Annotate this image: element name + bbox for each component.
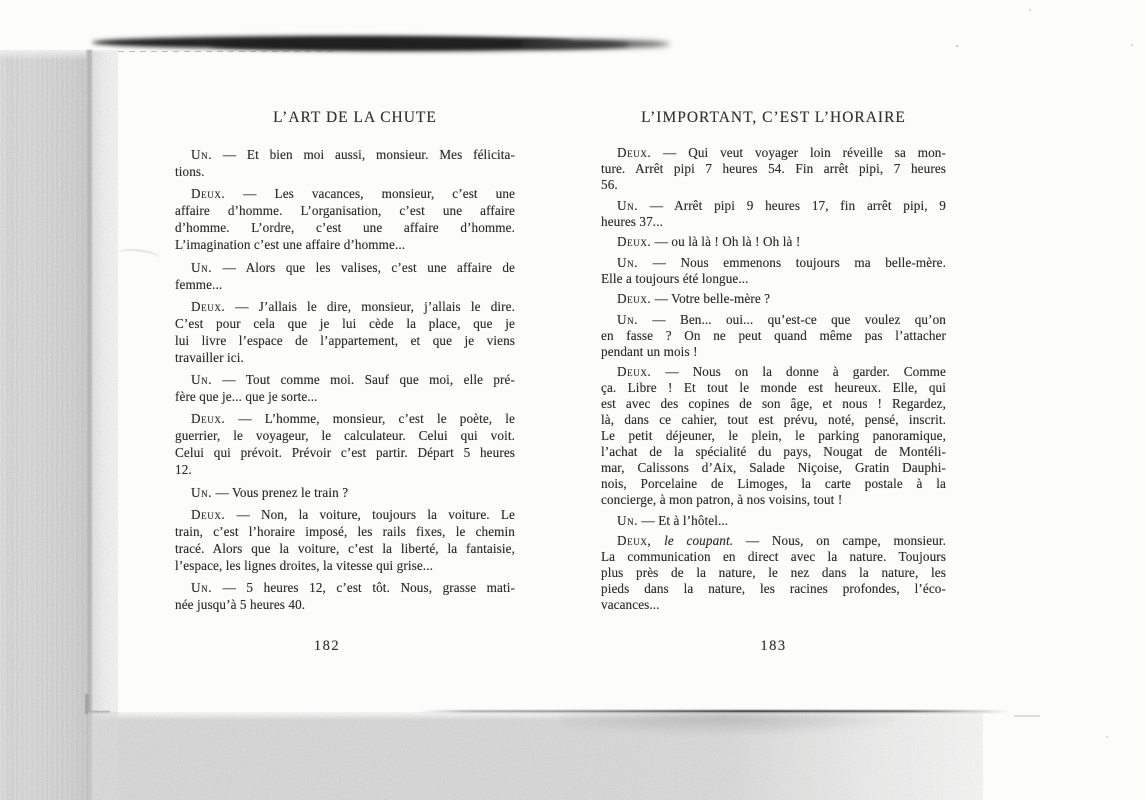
text-line: Un. — Tout comme moi. Sauf que moi, elle pré- [191, 372, 515, 388]
stage-direction: le coupant. [651, 533, 734, 548]
text-line: Deux. — L’homme, monsieur, c’est le poète, le [191, 411, 515, 427]
text-line: travailler ici. [175, 349, 244, 365]
text-line: femme... [175, 276, 223, 292]
speaker-name: Deux. [617, 234, 652, 249]
dust-speck [1029, 9, 1031, 11]
speaker-name: Un. [191, 580, 213, 596]
text-line: ture. Arrêt pipi 7 heures 54. Fin arrêt pipi, 7 heures [601, 161, 946, 176]
text-line: Deux. — ou là là ! Oh là ! Oh là ! [617, 234, 801, 249]
text-line: Le petit déjeuner, le plein, le parking panoramique, [601, 428, 946, 443]
text-line: Deux. — Qui veut voyager loin réveille sa mon- [617, 145, 946, 160]
text-line: mar, Calissons d’Aix, Salade Niçoise, Gratin Dauphi- [601, 460, 946, 475]
speaker-name: Deux. [191, 298, 226, 314]
scan-scratch-mark [117, 247, 160, 263]
text-line: affaire d’homme. L’organisation, c’est une affaire [175, 203, 515, 219]
page-corner-mark [88, 711, 110, 713]
text-line: tions. [175, 164, 205, 179]
dialogue-paragraph [601, 255, 946, 287]
text-line: L’imagination c’est une affaire d’homme... [175, 237, 406, 253]
page-title: L’IMPORTANT, C’EST L’HORAIRE [641, 109, 906, 126]
speaker-name: Un. [617, 254, 639, 270]
text-line: 12. [175, 462, 192, 478]
text-line: La communication en direct avec la nature. Toujours [601, 549, 946, 564]
dialogue-paragraph [175, 371, 515, 405]
text-line: Deux. — Non, la voiture, toujours la voiture. Le [191, 507, 515, 523]
speaker-name: Un. [191, 259, 213, 275]
speaker-name: Deux. [191, 507, 226, 523]
text-line: en fasse ? On ne peut quand même pas l’attacher [601, 327, 946, 343]
text-line: C’est pour cela que je lui cède la place, que je [175, 315, 515, 331]
scan-left-edge-line [86, 50, 93, 800]
text-line: Un. — 5 heures 12, c’est tôt. Nous, grasse mati- [191, 580, 515, 596]
text-line: Un. — Ben... oui... qu’est-ce que voulez qu’on [617, 311, 946, 327]
text-line: concierge, à mon patron, à nos voisins, tout ! [601, 492, 843, 507]
dialogue-paragraph [175, 484, 515, 501]
speaker-name: Deux, [617, 533, 652, 548]
text-line: Deux. — Les vacances, monsieur, c’est une [191, 186, 515, 202]
scan-left-edge-band [0, 50, 88, 800]
dialogue-paragraph [601, 145, 946, 193]
dust-speck [956, 45, 958, 47]
text-line: Un. — Arrêt pipi 9 heures 17, fin arrêt pipi, 9 [617, 197, 946, 213]
page-number: 182 [313, 638, 341, 654]
page-title: L’ART DE LA CHUTE [273, 109, 437, 126]
speaker-name: Deux. [617, 145, 652, 160]
dialogue-paragraph [601, 291, 946, 307]
text-line: d’homme. L’ordre, c’est une affaire d’homme. [175, 220, 515, 236]
page-body [601, 145, 946, 618]
dialogue-paragraph [175, 506, 515, 574]
text-line: Un. — Alors que les valises, c’est une affaire de [191, 259, 515, 275]
dialogue-paragraph [175, 410, 515, 478]
text-line: née jusqu’à 5 heures 40. [175, 597, 306, 613]
text-line: Deux. — Votre belle-mère ? [617, 291, 771, 306]
text-line: Un. — Et à l’hôtel... [617, 512, 729, 528]
text-line: là, dans ce cahier, tout est prévu, noté, pensé, inscrit. [601, 412, 946, 427]
text-line: plus près de la nature, le nez dans la nature, les [601, 565, 946, 580]
page-number: 183 [760, 638, 787, 654]
text-line: Un. — Nous emmenons toujours ma belle-mère. [617, 254, 946, 270]
speaker-name: Un. [617, 512, 639, 528]
speaker-name: Deux. [191, 186, 226, 202]
dialogue-paragraph [601, 198, 946, 230]
dialogue-paragraph [601, 364, 946, 508]
scan-left-edge-shadow [93, 52, 117, 800]
dialogue-paragraph [601, 234, 946, 250]
dust-speck [1014, 715, 1040, 717]
dust-speck [1106, 736, 1108, 738]
text-line: Un. — Vous prenez le train ? [191, 484, 349, 500]
text-line: train, c’est l’horaire imposé, les rails fixes, le chemin [175, 524, 515, 540]
speaker-name: Un. [617, 197, 639, 213]
text-line: nois, Porcelaine de Limoges, la carte postale à la [601, 476, 946, 491]
dialogue-paragraph [175, 146, 515, 180]
text-line: Un. — Et bien moi aussi, monsieur. Mes félicita- [191, 147, 515, 162]
text-line: 56. [601, 177, 618, 192]
speaker-name: Un. [191, 484, 213, 500]
page-body [175, 146, 515, 619]
text-line: fère que je... que je sorte... [175, 389, 318, 405]
text-line: tracé. Alors que la voiture, c’est la liberté, la fantaisie, [175, 541, 515, 557]
text-line: heures 37... [601, 213, 663, 229]
text-line: ça. Libre ! Et tout le monde est heureux. Elle, qui [601, 380, 946, 395]
dialogue-paragraph [601, 513, 946, 529]
text-line: est avec des copines de son âge, et nous ! Regardez, [601, 396, 946, 411]
page-corner-mark [85, 694, 89, 714]
dialogue-paragraph [175, 298, 515, 366]
book-page-right [601, 0, 946, 800]
text-line: Elle a toujours été longue... [601, 270, 749, 286]
text-line: l’espace, les lignes droites, la vitesse qui grise... [175, 558, 433, 574]
text-line: Deux. — Nous on la donne à garder. Comme [617, 364, 946, 379]
dialogue-paragraph [175, 259, 515, 293]
dialogue-paragraph [175, 579, 515, 613]
book-page-left [175, 0, 515, 800]
text-line: Deux, le coupant. — Nous, on campe, monsieur. [617, 533, 947, 548]
dialogue-paragraph [601, 533, 946, 613]
text-line: l’achat de la spécialité du pays, Nougat de Montéli- [601, 444, 946, 459]
speaker-name: Un. [617, 311, 639, 327]
dust-speck [1131, 44, 1133, 46]
text-line: pendant un mois ! [601, 343, 698, 359]
dialogue-paragraph [601, 312, 946, 360]
speaker-name: Un. [191, 372, 213, 388]
speaker-name: Deux. [617, 291, 652, 306]
text-line: guerrier, le voyageur, le calculateur. Celui qui voit. [175, 428, 515, 444]
text-line: Deux. — J’allais le dire, monsieur, j’allais le dire. [191, 298, 515, 314]
text-line: vacances... [601, 597, 660, 612]
speaker-name: Deux. [191, 411, 226, 427]
dialogue-paragraph [175, 185, 515, 253]
text-line: pieds dans la nature, les racines profondes, l’éco- [601, 581, 946, 596]
speaker-name: Un. [191, 147, 213, 162]
text-line: Celui qui prévoit. Prévoir c’est partir. Départ 5 heures [175, 445, 515, 461]
speaker-name: Deux. [617, 364, 652, 379]
text-line: lui livre l’espace de l’appartement, et que je viens [175, 332, 515, 348]
